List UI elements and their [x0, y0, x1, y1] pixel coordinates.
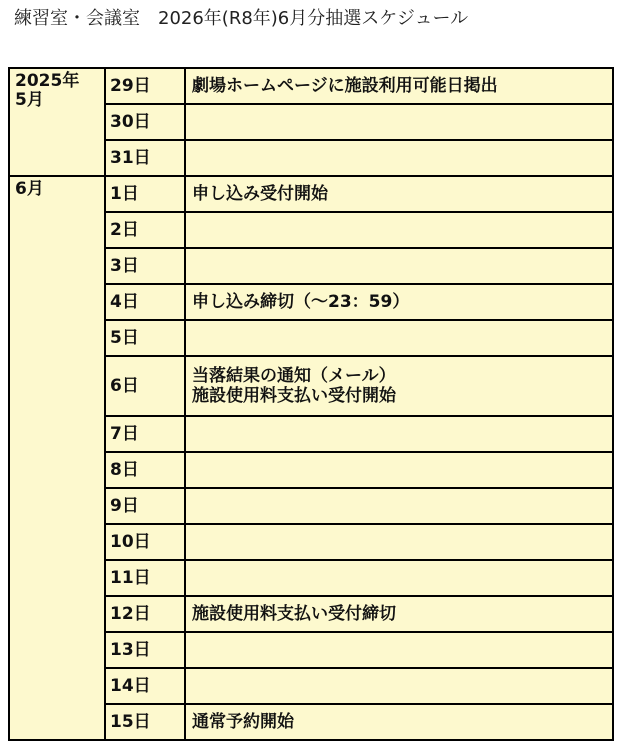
- event-cell: 施設使用料支払い受付締切: [185, 596, 613, 632]
- day-cell: 8日: [105, 452, 185, 488]
- day-cell: 6日: [105, 356, 185, 416]
- day-cell: 15日: [105, 704, 185, 740]
- day-cell: 10日: [105, 524, 185, 560]
- day-cell: 12日: [105, 596, 185, 632]
- day-cell: 5日: [105, 320, 185, 356]
- event-cell: [185, 140, 613, 176]
- day-cell: 29日: [105, 68, 185, 104]
- schedule-table: [8, 67, 614, 741]
- day-cell: 11日: [105, 560, 185, 596]
- day-cell: 3日: [105, 248, 185, 284]
- day-cell: 31日: [105, 140, 185, 176]
- day-cell: 14日: [105, 668, 185, 704]
- month-cell: 2025年 5月: [9, 68, 105, 176]
- month-cell: 6月: [9, 176, 105, 740]
- event-cell: [185, 632, 613, 668]
- event-cell: [185, 524, 613, 560]
- schedule-row: [9, 68, 613, 104]
- event-cell: 通常予約開始: [185, 704, 613, 740]
- day-cell: 1日: [105, 176, 185, 212]
- day-cell: 13日: [105, 632, 185, 668]
- event-cell: [185, 452, 613, 488]
- page-title: 練習室・会議室 2026年(R8年)6月分抽選スケジュール: [14, 8, 469, 29]
- event-cell: [185, 560, 613, 596]
- event-cell: 当落結果の通知（メール） 施設使用料支払い受付開始: [185, 356, 613, 416]
- day-cell: 30日: [105, 104, 185, 140]
- event-cell: [185, 104, 613, 140]
- event-cell: [185, 416, 613, 452]
- event-cell: [185, 668, 613, 704]
- schedule-row: [9, 176, 613, 212]
- day-cell: 7日: [105, 416, 185, 452]
- event-cell: [185, 488, 613, 524]
- event-cell: 申し込み受付開始: [185, 176, 613, 212]
- event-cell: 申し込み締切（～23：59）: [185, 284, 613, 320]
- event-cell: [185, 248, 613, 284]
- event-cell: [185, 320, 613, 356]
- day-cell: 2日: [105, 212, 185, 248]
- event-cell: [185, 212, 613, 248]
- day-cell: 4日: [105, 284, 185, 320]
- day-cell: 9日: [105, 488, 185, 524]
- event-cell: 劇場ホームページに施設利用可能日掲出: [185, 68, 613, 104]
- schedule-body: [9, 68, 613, 740]
